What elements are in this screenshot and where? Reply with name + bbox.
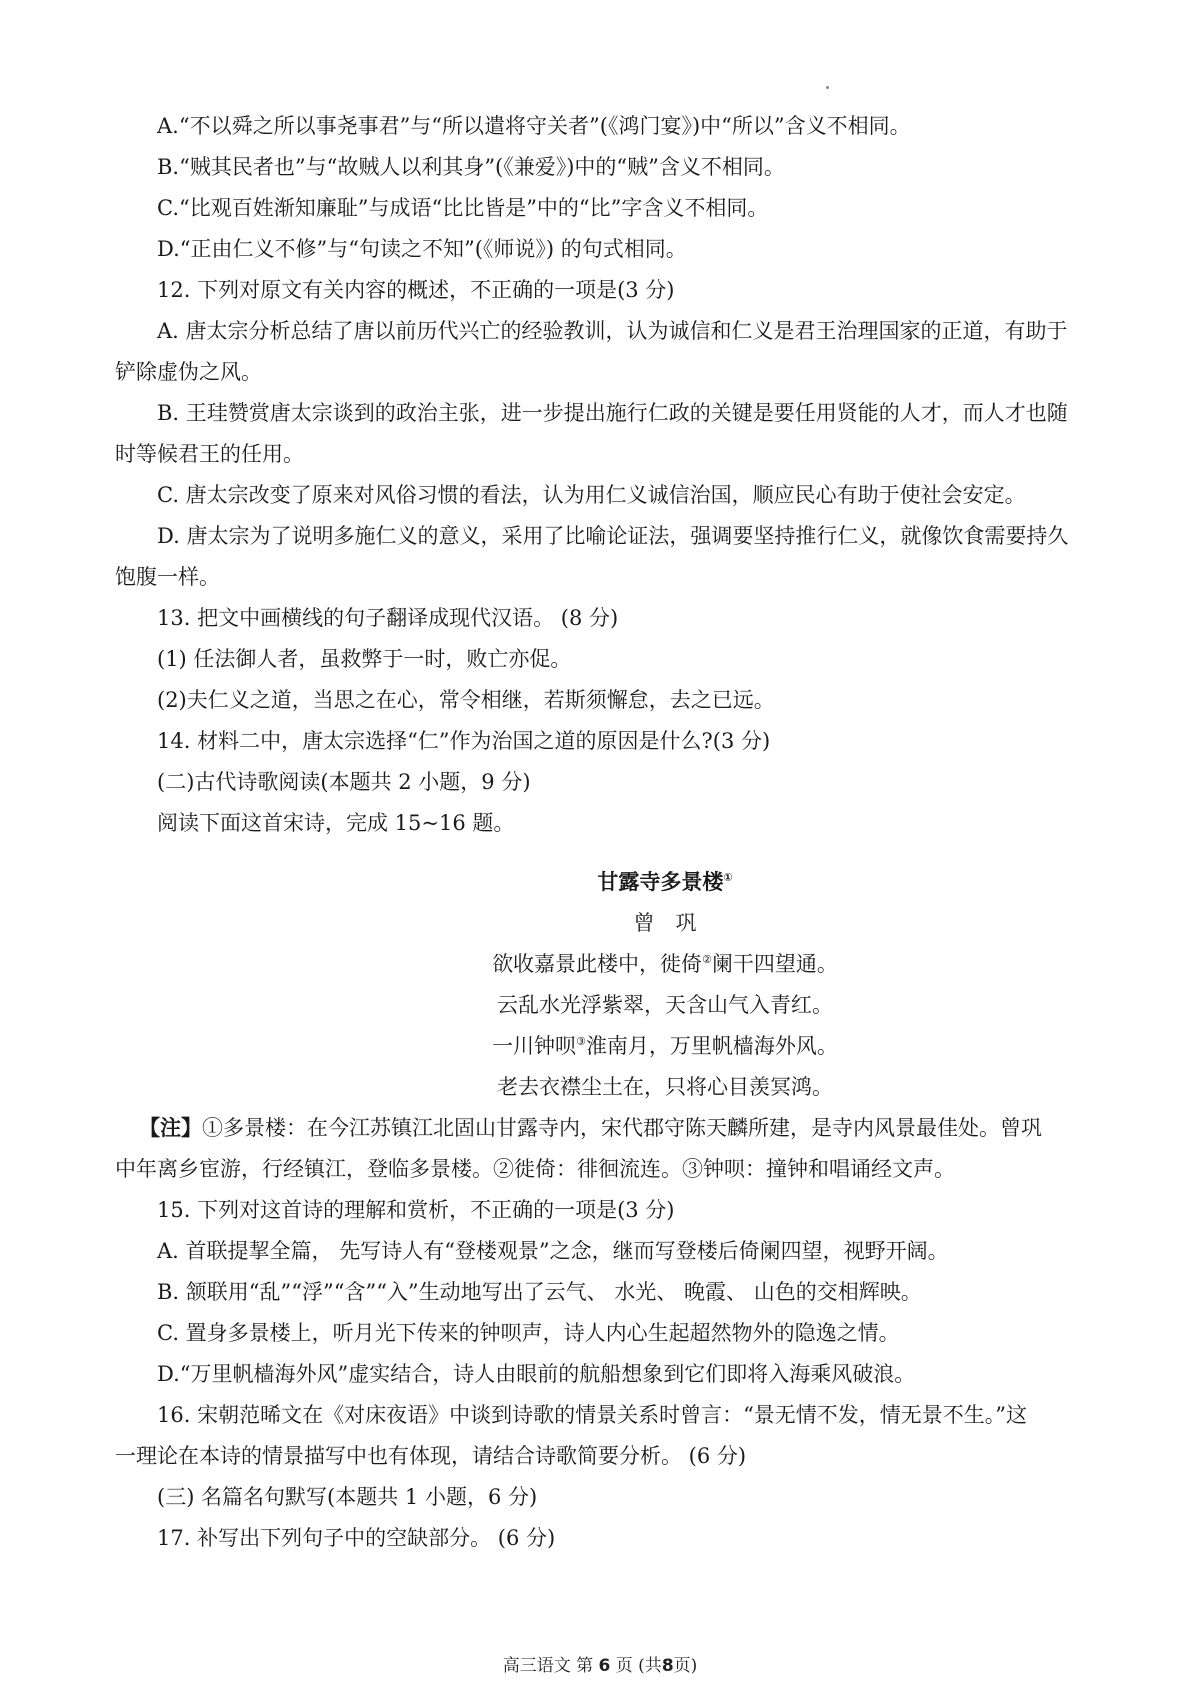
poem-line-3 <box>115 1026 1095 1067</box>
q16-line1: 16. 宋朝范晞文在《对床夜语》中谈到诗歌的情景关系时曾言：“景无情不发，情无景不生。”这 <box>157 1403 1028 1427</box>
q13-sentence-2: (2)夫仁义之道，当思之在心，常令相继，若斯须懈怠，去之已远。 <box>157 688 775 712</box>
section2-intro: 阅读下面这首宋诗，完成 15~16 题。 <box>157 811 515 835</box>
footer-prefix: 高三语文 第 <box>502 1656 594 1676</box>
scan-speck <box>826 86 829 89</box>
q12-option-a-line2: 铲除虚伪之风。 <box>115 360 262 384</box>
poem-note-line2: 中年离乡宦游，行经镇江，登临多景楼。②徙倚：徘徊流连。③钟呗：撞钟和唱诵经文声。 <box>115 1157 955 1181</box>
q11-option-b: B.“贼其民者也”与“故贼人以利其身”(《兼爱》)中的“贼”含义不相同。 <box>157 155 785 179</box>
poem-line-3-a: 一川钟呗 <box>492 1034 577 1058</box>
q15-option-b: B. 颔联用“乱”“浮”“含”“入”生动地写出了云气、 水光、 晚霞、 山色的交相辉映。 <box>157 1280 922 1304</box>
q11-option-c: C.“比观百姓渐知廉耻”与成语“比比皆是”中的“比”字含义不相同。 <box>157 196 769 220</box>
footer-total-pages: 8 <box>661 1656 674 1676</box>
poem-line-3-footnote-mark: ③ <box>576 1035 586 1048</box>
q12-option-d-line2: 饱腹一样。 <box>115 565 220 589</box>
q15-stem: 15. 下列对这首诗的理解和赏析，不正确的一项是(3 分) <box>157 1198 675 1222</box>
q12-option-b-line2: 时等候君王的任用。 <box>115 442 304 466</box>
q12-option-b-line1: B. 王珪赞赏唐太宗谈到的政治主张，进一步提出施行仁政的关键是要任用贤能的人才，而人才也随 <box>157 401 1068 425</box>
q12-option-a-line1: A. 唐太宗分析总结了唐以前历代兴亡的经验教训，认为诚信和仁义是君王治理国家的正道，有助于 <box>157 319 1068 343</box>
q15-option-c: C. 置身多景楼上，听月光下传来的钟呗声，诗人内心生起超然物外的隐逸之情。 <box>157 1321 900 1345</box>
q13-stem: 13. 把文中画横线的句子翻译成现代汉语。 (8 分) <box>157 606 619 630</box>
q15-option-d: D.“万里帆樯海外风”虚实结合，诗人由眼前的航船想象到它们即将入海乘风破浪。 <box>157 1362 916 1386</box>
poem-title-text: 甘露寺多景楼 <box>597 870 724 894</box>
poem-line-1-footnote-mark: ② <box>702 953 712 966</box>
page-footer <box>0 1646 1200 1687</box>
poem-title <box>115 862 1095 903</box>
q12-option-d-line1: D. 唐太宗为了说明多施仁义的意义，采用了比喻论证法，强调要坚持推行仁义，就像饮食需要持久 <box>157 524 1069 548</box>
poem-author: 曾 巩 <box>633 911 697 935</box>
q17-stem: 17. 补写出下列句子中的空缺部分。 (6 分) <box>157 1526 556 1550</box>
footer-mid: 页 (共 <box>615 1656 662 1676</box>
q11-option-a: A.“不以舜之所以事尧事君”与“所以遣将守关者”(《鸿门宴》)中“所以”含义不相同。 <box>157 114 911 138</box>
section2-heading: (二)古代诗歌阅读(本题共 2 小题，9 分) <box>157 770 531 794</box>
note-label: 【注】 <box>139 1116 202 1140</box>
note-text-1: ①多景楼：在今江苏镇江北固山甘露寺内，宋代郡守陈天麟所建，是寺内风景最佳处。曾巩 <box>202 1116 1042 1140</box>
poem-line-1-a: 欲收嘉景此楼中，徙倚 <box>492 952 703 976</box>
poem-note-line1 <box>115 1108 1095 1149</box>
section3-heading: (三) 名篇名句默写(本题共 1 小题，6 分) <box>157 1485 538 1509</box>
q11-option-d: D.“正由仁义不修”与“句读之不知”(《师说》) 的句式相同。 <box>157 237 687 261</box>
footer-page-number: 6 <box>598 1656 611 1676</box>
footer-suffix: 页) <box>673 1656 698 1676</box>
q14-stem: 14. 材料二中，唐太宗选择“仁”作为治国之道的原因是什么?(3 分) <box>157 729 771 753</box>
poem-line-2: 云乱水光浮紫翠，天含山气入青红。 <box>497 993 833 1017</box>
poem-line-4: 老去衣襟尘土在，只将心目羡冥鸿。 <box>497 1075 833 1099</box>
q12-stem: 12. 下列对原文有关内容的概述，不正确的一项是(3 分) <box>157 278 675 302</box>
poem-title-footnote-mark: ① <box>723 871 733 884</box>
poem-line-3-b: 淮南月，万里帆樯海外风。 <box>585 1034 838 1058</box>
q15-option-a: A. 首联提挈全篇， 先写诗人有“登楼观景”之念，继而写登楼后倚阑四望，视野开阔。 <box>157 1239 949 1263</box>
poem-line-1-b: 阑干四望通。 <box>711 952 838 976</box>
q13-sentence-1: (1) 任法御人者，虽救弊于一时，败亡亦促。 <box>157 647 572 671</box>
page-content <box>115 106 1095 1559</box>
poem-line-1 <box>115 944 1095 985</box>
q12-option-c: C. 唐太宗改变了原来对风俗习惯的看法，认为用仁义诚信治国，顺应民心有助于使社会安定。 <box>157 483 1026 507</box>
q16-line2: 一理论在本诗的情景描写中也有体现，请结合诗歌简要分析。 (6 分) <box>115 1444 747 1468</box>
